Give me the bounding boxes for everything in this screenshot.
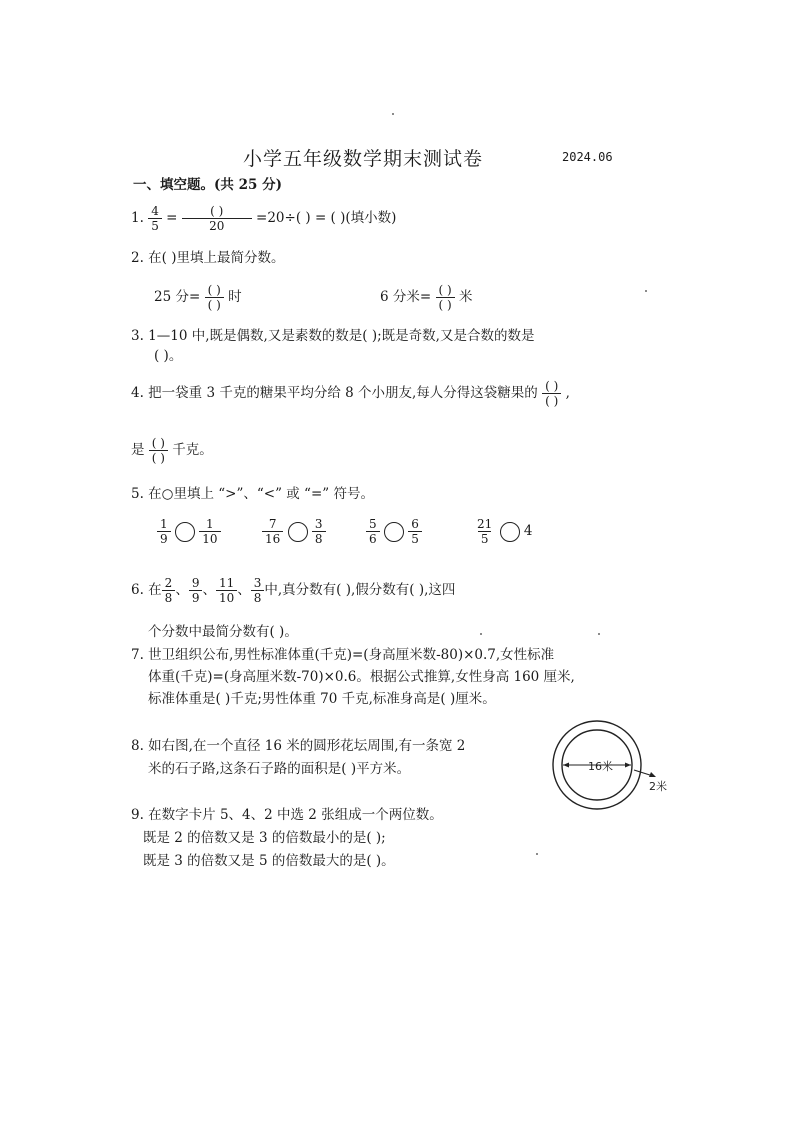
question-1: 1. $\frac{4}{5}$ = $\frac{( )}{20}$ =20÷( ) = ( )(填小数)	[131, 204, 397, 233]
arrow-right-icon	[625, 763, 631, 768]
compare-circle[interactable]	[500, 522, 520, 542]
compare-pair-3: $\frac{5}{6}$ $\frac{6}{5}$	[366, 518, 422, 545]
section-heading: 一、填空题。(共 25 分)	[133, 177, 282, 193]
scan-speck	[480, 633, 482, 635]
question-3-line1: 3. 1—10 中,既是偶数,又是素数的数是( );既是奇数,又是合数的数是	[131, 328, 535, 344]
compare-pair-1: $\frac{1}{9}$ $\frac{1}{10}$	[157, 518, 221, 545]
scan-speck	[645, 290, 647, 292]
question-5: 5. 在○里填上 “>”、“<” 或 “=” 符号。	[131, 486, 374, 502]
fraction: $\frac{4}{5}$	[148, 205, 162, 232]
arrow-left-icon	[563, 763, 569, 768]
compare-pair-4: $\frac{21}{5}$ 4	[477, 517, 533, 546]
question-6-line2: 个分数中最简分数有( )。	[148, 624, 298, 640]
scan-speck	[598, 633, 600, 635]
exam-date: 2024.06	[562, 150, 613, 164]
question-2: 2. 在( )里填上最简分数。	[131, 250, 285, 266]
arrow-icon	[649, 772, 656, 777]
ring-diagram	[550, 718, 680, 818]
question-3-line2: ( )。	[154, 348, 183, 364]
question-7-line3: 标准体重是( )千克;男性体重 70 千克,标准身高是( )厘米。	[148, 691, 496, 707]
question-4-line1: 4. 把一袋重 3 千克的糖果平均分给 8 个小朋友,每人分得这袋糖果的 $\frac{( )}{( )}$ ,	[131, 379, 570, 408]
question-7-line1: 7. 世卫组织公布,男性标准体重(千克)=(身高厘米数-80)×0.7,女性标准	[131, 647, 555, 663]
compare-pair-2: $\frac{7}{16}$ $\frac{3}{8}$	[262, 518, 326, 545]
question-9-line1: 9. 在数字卡片 5、4、2 中选 2 张组成一个两位数。	[131, 807, 443, 823]
page-title: 小学五年级数学期末测试卷	[243, 148, 484, 170]
diameter-label: 16米	[588, 760, 613, 773]
question-9-line2: 既是 2 的倍数又是 3 的倍数最小的是( );	[143, 830, 386, 846]
scan-speck	[536, 853, 538, 855]
question-8-line2: 米的石子路,这条石子路的面积是( )平方米。	[148, 761, 411, 777]
compare-circle[interactable]	[384, 522, 404, 542]
fraction-blank: $\frac{( )}{( )}$	[205, 284, 224, 311]
fraction-blank: $\frac{( )}{20}$	[182, 205, 252, 232]
question-8-line1: 8. 如右图,在一个直径 16 米的圆形花坛周围,有一条宽 2	[131, 738, 466, 754]
compare-circle[interactable]	[175, 522, 195, 542]
fraction-blank: $\frac{( )}{( )}$	[542, 380, 561, 407]
question-9-line3: 既是 3 的倍数又是 5 的倍数最大的是( )。	[143, 853, 395, 869]
question-4-line2: 是 $\frac{( )}{( )}$ 千克。	[131, 436, 213, 465]
compare-circle[interactable]	[288, 522, 308, 542]
fraction-blank: $\frac{( )}{( )}$	[149, 437, 168, 464]
question-7-line2: 体重(千克)=(身高厘米数-70)×0.6。根据公式推算,女性身高 160 厘米,	[148, 669, 575, 685]
q2-left: 25 分= $\frac{( )}{( )}$ 时	[154, 283, 242, 312]
fraction-blank: $\frac{( )}{( )}$	[436, 284, 455, 311]
q2-right: 6 分米= $\frac{( )}{( )}$ 米	[380, 283, 473, 312]
question-6-line1: 6. 在 $\frac{2}{8}$ 、 $\frac{9}{9}$ 、 $\frac{11}{10}$ 、 $\frac{3}{8}$ 中,真分数有( ),假分数有( ),这四	[131, 576, 456, 605]
scan-speck	[392, 113, 394, 115]
width-label: 2米	[649, 780, 667, 793]
